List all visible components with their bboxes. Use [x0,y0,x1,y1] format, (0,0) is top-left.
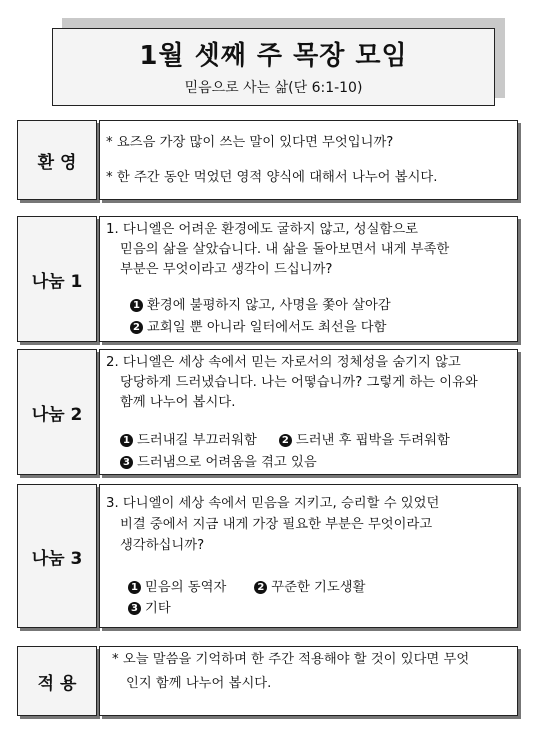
share1-label: 나눔 1 [31,271,83,292]
number-2-icon: 2 [254,581,267,594]
share3-option-row-1 [128,579,365,596]
share1-content-box [99,216,518,342]
share1-option-2 [130,319,387,336]
welcome-line-2: * 한 주간 동안 먹었던 영적 양식에 대해서 나누어 봅시다. [106,170,438,185]
share1-question-line-3: 부분은 무엇이라고 생각이 드십니까? [120,262,333,277]
apply-line-1: * 오늘 말씀을 기억하며 한 주간 적용해야 할 것이 있다면 무엇 [112,652,470,667]
title-box [52,28,495,106]
welcome-label: 환 영 [37,152,77,173]
page-title: 1월 셋째 주 목장 모임 [139,41,408,71]
share3-label: 나눔 3 [31,548,83,569]
share2-option-3-text: 드러냄으로 어려움을 겪고 있음 [137,455,317,470]
share3-option-1-text: 믿음의 동역자 [145,580,227,595]
share3-question-line-3: 생각하십니까? [120,538,205,553]
apply-line-2: 인지 함께 나누어 봅시다. [126,676,272,691]
share2-question-line-1: 2. 다니엘은 세상 속에서 믿는 자로서의 정체성을 숨기지 않고 [106,355,461,370]
welcome-line-1: * 요즈음 가장 많이 쓰는 말이 있다면 무엇입니까? [106,135,394,150]
share2-content-box [99,349,518,475]
share3-question-line-2: 비결 중에서 지금 내게 가장 필요한 부분은 무엇이라고 [120,517,433,532]
share3-option-2-text: 꾸준한 기도생활 [271,580,366,595]
share2-label-box [17,349,97,475]
share1-option-1 [130,297,391,314]
share1-question-line-1: 1. 다니엘은 어려운 환경에도 굴하지 않고, 성실함으로 [106,222,419,237]
share2-question-line-3: 함께 나누어 봅시다. [120,395,236,410]
share1-label-box [17,216,97,342]
number-3-icon: 3 [120,456,133,469]
number-2-icon: 2 [130,321,143,334]
share2-option-1-text: 드러내길 부끄러워함 [137,433,257,448]
number-1-icon: 1 [130,299,143,312]
share2-label: 나눔 2 [31,404,83,425]
share2-option-row-1 [120,432,450,449]
share3-content-box [99,484,518,628]
share2-question-line-2: 당당하게 드러냈습니다. 나는 어떻습니까? 그렇게 하는 이유와 [120,375,478,390]
share1-option-1-text: 환경에 불평하지 않고, 사명을 쫓아 살아감 [147,298,391,313]
share3-option-3-text: 기타 [145,601,171,616]
share2-option-row-2 [120,454,317,471]
number-1-icon: 1 [128,581,141,594]
welcome-content-box [99,120,518,200]
share3-label-box [17,484,97,628]
number-2-icon: 2 [279,434,292,447]
share2-option-2-text: 드러낸 후 핍박을 두려워함 [295,433,450,448]
apply-label-box [17,646,97,716]
page-subtitle: 믿음으로 사는 삶(단 6:1-10) [184,80,363,96]
share3-option-row-2 [128,600,171,617]
share3-question-line-1: 3. 다니엘이 세상 속에서 믿음을 지키고, 승리할 수 있었던 [106,496,440,511]
apply-content-box [99,646,518,716]
welcome-label-box [17,120,97,200]
number-1-icon: 1 [120,434,133,447]
share1-option-2-text: 교회일 뿐 아니라 일터에서도 최선을 다함 [147,320,387,335]
share1-question-line-2: 믿음의 삶을 살았습니다. 내 삶을 돌아보면서 내게 부족한 [120,242,450,257]
apply-label: 적 용 [37,673,77,694]
number-3-icon: 3 [128,602,141,615]
